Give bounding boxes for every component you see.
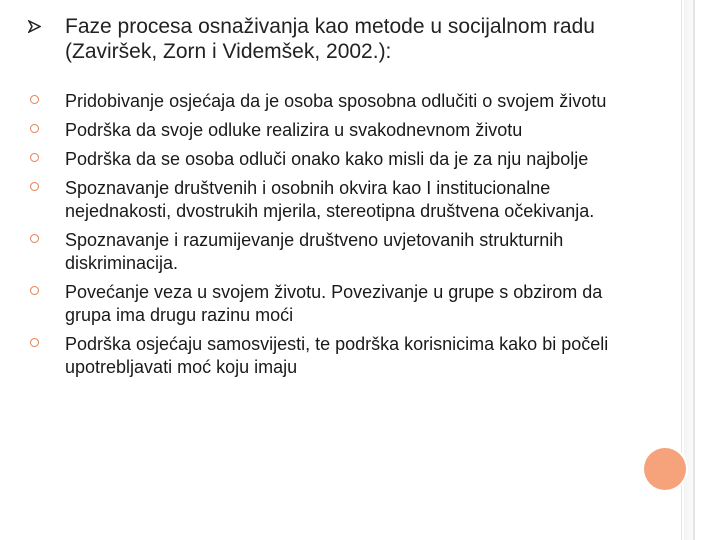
- circle-bullet-icon: [30, 234, 39, 243]
- circle-bullet-icon: [30, 124, 39, 133]
- slide-content: [28, 14, 648, 379]
- list-item-text: Spoznavanje društvenih i osobnih okvira kao I institucionalne nejednakosti, dvostrukih mjerila, stereotipna društvena očekivanja.: [65, 178, 595, 221]
- circle-bullet-icon: [30, 286, 39, 295]
- list-item: [28, 177, 648, 223]
- list-item: [28, 333, 648, 379]
- list-item: [28, 229, 648, 275]
- list-item-text: Podrška osjećaju samosvijesti, te podrška korisnicima kako bi počeli upotrebljavati moć koju imaju: [65, 334, 609, 377]
- title-item: [28, 14, 648, 64]
- circle-bullet-icon: [30, 153, 39, 162]
- circle-bullet-icon: [30, 338, 39, 347]
- slide-title: Faze procesa osnaživanja kao metode u socijalnom radu (Zaviršek, Zorn i Videmšek, 2002.):: [65, 15, 595, 63]
- list-item-text: Podrška da se osoba odluči onako kako misli da je za nju najbolje: [65, 149, 589, 169]
- circle-bullet-icon: [30, 182, 39, 191]
- list-item-text: Spoznavanje i razumijevanje društveno uvjetovanih strukturnih diskriminacija.: [65, 230, 564, 273]
- list-item: [28, 281, 648, 327]
- decorative-dot: [644, 448, 686, 490]
- frame-line-outer: [693, 0, 695, 540]
- list-item: [28, 90, 648, 113]
- frame-shadow: [684, 0, 693, 540]
- list-item: [28, 148, 648, 171]
- list-item: [28, 119, 648, 142]
- list-item-text: Podrška da svoje odluke realizira u svakodnevnom životu: [65, 120, 523, 140]
- list-item-text: Povećanje veza u svojem životu. Povezivanje u grupe s obzirom da grupa ima drugu razinu moći: [65, 282, 603, 325]
- circle-bullet-icon: [30, 95, 39, 104]
- arrow-bullet-icon: [28, 20, 41, 33]
- list-item-text: Pridobivanje osjećaja da je osoba sposobna odlučiti o svojem životu: [65, 91, 607, 111]
